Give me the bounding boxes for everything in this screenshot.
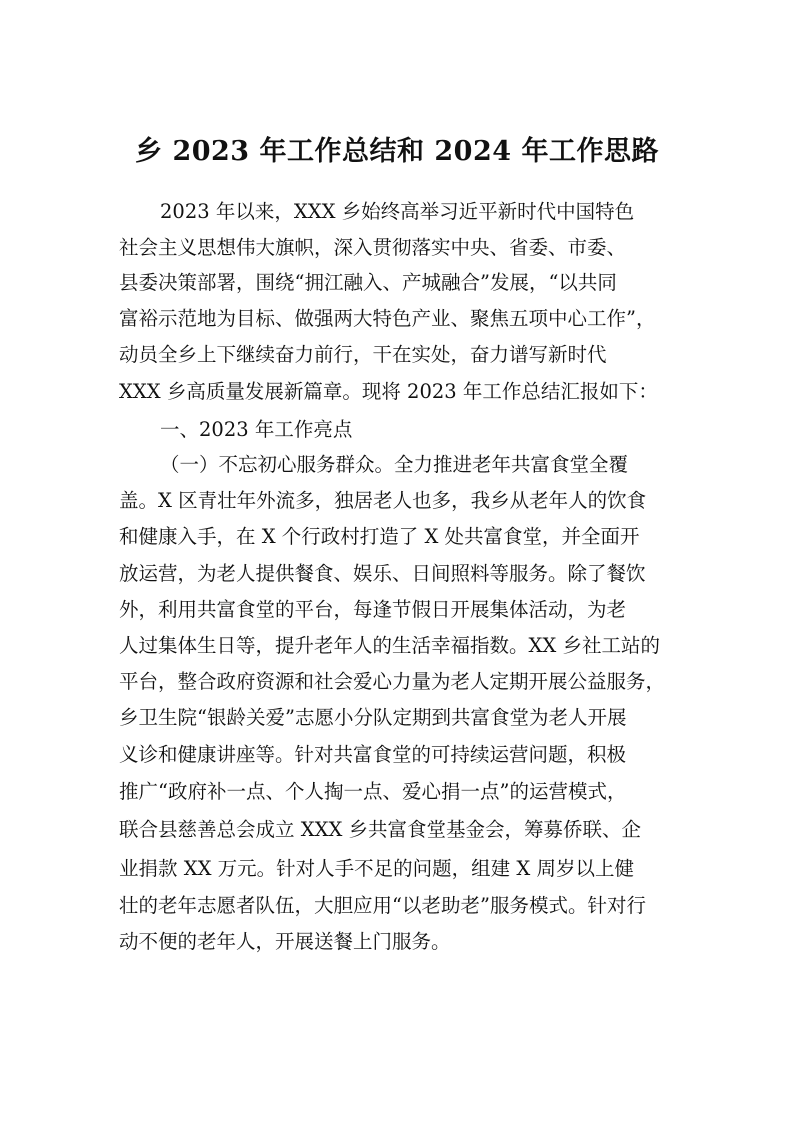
paragraph-line: 动员全乡上下继续奋力前行，干在实处，奋力谱写新时代 [119, 343, 607, 366]
paragraph-line: 推广“政府补一点、个人掏一点、爱心捐一点”的运营模式， [119, 780, 627, 803]
paragraph-line: 外，利用共富食堂的平台，每逢节假日开展集体活动，为老 [119, 598, 627, 621]
paragraph-line: （一）不忘初心服务群众。全力推进老年共富食堂全覆 [160, 453, 629, 476]
paragraph-line: 平台，整合政府资源和社会爱心力量为老人定期开展公益服务， [119, 670, 666, 693]
paragraph-line: 壮的老年志愿者队伍，大胆应用“以老助老”服务模式。针对行 [119, 894, 646, 917]
section-heading: 一、2023 年工作亮点 [160, 418, 353, 441]
paragraph-line: XXX 乡高质量发展新篇章。现将 2023 年工作总结汇报如下： [119, 380, 658, 403]
paragraph-line: 富裕示范地为目标、做强两大特色产业、聚焦五项中心工作”， [119, 307, 656, 330]
paragraph-line: 放运营，为老人提供餐食、娱乐、日间照料等服务。除了餐饮 [119, 562, 646, 585]
paragraph-line: 义诊和健康讲座等。针对共富食堂的可持续运营问题，积极 [119, 743, 627, 766]
paragraph-line: 2023 年以来，XXX 乡始终高举习近平新时代中国特色 [160, 200, 635, 223]
paragraph-line: 乡卫生院“银龄关爱”志愿小分队定期到共富食堂为老人开展 [119, 706, 627, 729]
paragraph-line: 人过集体生日等，提升老年人的生活幸福指数。XX 乡社工站的 [119, 634, 660, 657]
document-title: 乡 2023 年工作总结和 2024 年工作思路 [135, 136, 659, 167]
paragraph-line: 动不便的老年人，开展送餐上门服务。 [119, 930, 451, 953]
paragraph-line: 盖。X 区青壮年外流多，独居老人也多，我乡从老年人的饮食 [119, 489, 647, 512]
paragraph-line: 业捐款 XX 万元。针对人手不足的问题，组建 X 周岁以上健 [119, 857, 634, 880]
paragraph-line: 和健康入手，在 X 个行政村打造了 X 处共富食堂，并全面开 [119, 525, 640, 548]
paragraph-line: 联合县慈善总会成立 XXX 乡共富食堂基金会，筹募侨联、企 [119, 818, 642, 841]
paragraph-line: 社会主义思想伟大旗帜，深入贯彻落实中央、省委、市委、 [119, 236, 627, 259]
paragraph-line: 县委决策部署，围绕“拥江融入、产城融合”发展，“以共同 [119, 271, 617, 294]
